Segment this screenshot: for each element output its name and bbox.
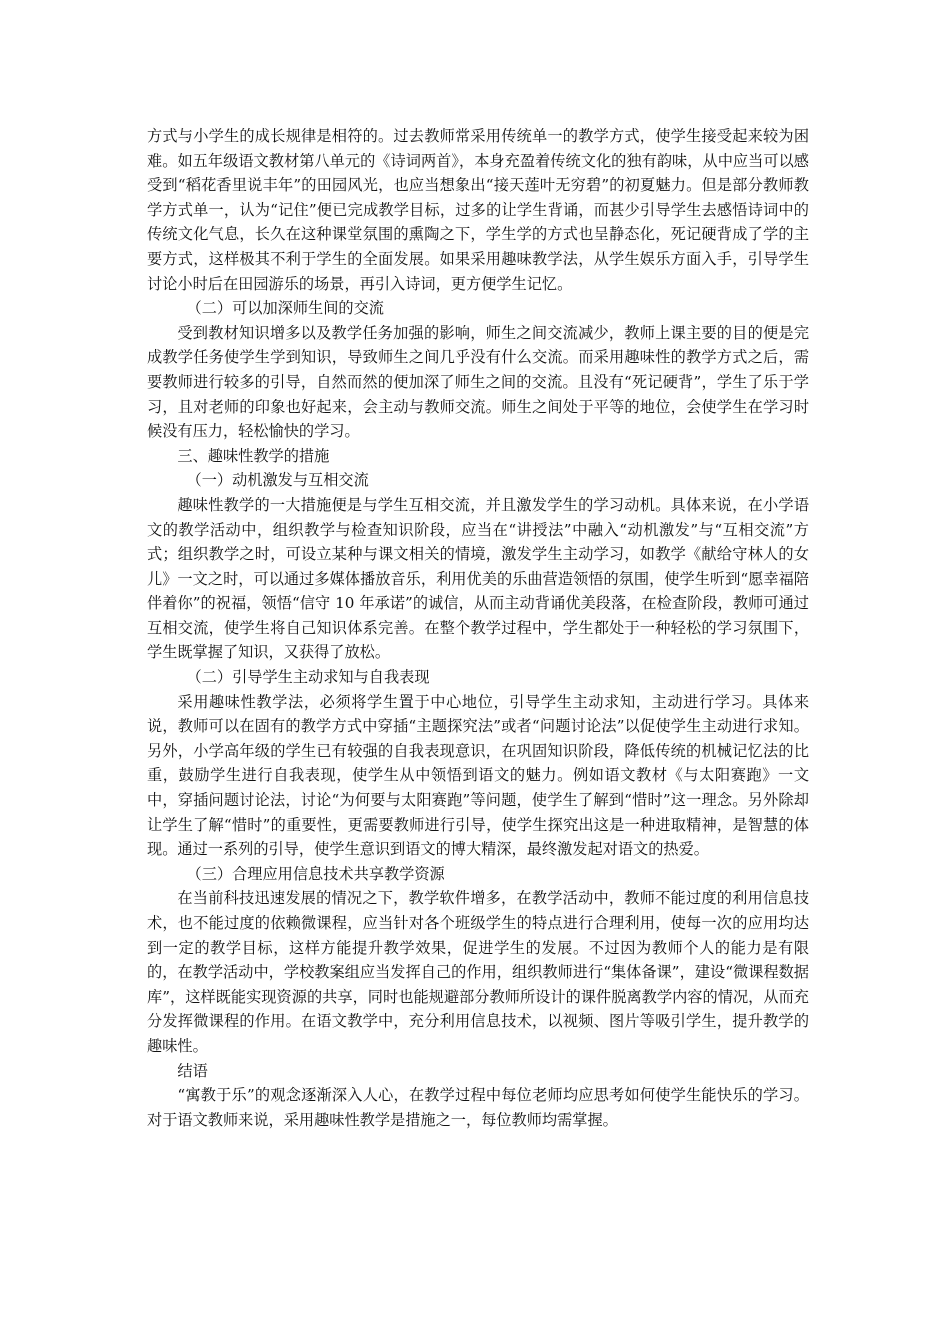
subheading-information-technology: （三）合理应用信息技术共享教学资源 (186, 864, 445, 883)
paragraph-motivation: 趣味性教学的一大措施便是与学生互相交流，并且激发学生的学习动机。具体来说，在小学语文的教学活动中，组织教学与检查知识阶段，应当在“讲授法”中融入“动机激发”与“互相交流”方式；组织教学之时，可设立某种与课文相关的情境，激发学生主动学习，如教学《献给守林人的女儿》一文之时，可以通过多媒体播放音乐，利用优美的乐曲营造领悟的氛围，使学生听到“愿幸福陪伴着你”的祝福，领悟“信守 10 年承诺”的诚信，从而主动背诵优美段落，在检查阶段，教师可通过互相交流，使学生将自己知识体系完善。在整个教学过程中，学生都处于一种轻松的学习氛围下，学生既掌握了知识，又获得了放松。 (147, 495, 809, 662)
paragraph-exchange: 受到教材知识增多以及教学任务加强的影响，师生之间交流减少，教师上课主要的目的便是完成教学任务使学生学到知识，导致师生之间几乎没有什么交流。而采用趣味性的教学方式之后，需要教师进行较多的引导，自然而然的便加深了师生之间的交流。且没有“死记硬背”，学生了乐于学习，且对老师的印象也好起来，会主动与教师交流。师生之间处于平等的地位，会使学生在学习时候没有压力，轻松愉快的学习。 (147, 323, 809, 441)
document-body (147, 124, 809, 1132)
paragraph-information-technology: 在当前科技迅速发展的情况之下，教学软件增多，在教学活动中，教师不能过度的利用信息技术，也不能过度的依赖微课程，应当针对各个班级学生的特点进行合理利用，使每一次的应用均达到一定的教学目标，这样方能提升教学效果，促进学生的发展。不过因为教师个人的能力是有限的，在教学活动中，学校教案组应当发挥自己的作用，组织教师进行“集体备课”，建设“微课程数据库”，这样既能实现资源的共享，同时也能规避部分教师所设计的课件脱离教学内容的情况，从而充分发挥微课程的作用。在语文教学中，充分利用信息技术，以视频、图片等吸引学生，提升教学的趣味性。 (147, 889, 809, 1055)
paragraph-self-expression: 采用趣味性教学法，必须将学生置于中心地位，引导学生主动求知，主动进行学习。具体来说，教师可以在固有的教学方式中穿插“主题探究法”或者“问题讨论法”以促使学生主动进行求知。另外，小学高年级的学生已有较强的自我表现意识，在巩固知识阶段，降低传统的机械记忆法的比重，鼓励学生进行自我表现，使学生从中领悟到语文的魅力。例如语文教材《与太阳赛跑》一文中，穿插问题讨论法，讨论“为何要与太阳赛跑”等问题，使学生了解到“惜时”这一理念。另外除却让学生了解“惜时”的重要性，更需要教师进行引导，使学生探究出这是一种进取精神，是智慧的体现。通过一系列的引导，使学生意识到语文的博大精深，最终激发起对语文的热爱。 (147, 692, 809, 859)
section-heading-conclusion: 结语 (177, 1061, 208, 1080)
paragraph-conclusion: “寓教于乐”的观念逐渐深入人心，在教学过程中每位老师均应思考如何使学生能快乐的学习。对于语文教师来说，采用趣味性教学是措施之一，每位教师均需掌握。 (147, 1086, 809, 1129)
section-heading-measures: 三、趣味性教学的措施 (177, 446, 330, 465)
paragraph-continuation: 方式与小学生的成长规律是相符的。过去教师常采用传统单一的教学方式，使学生接受起来较为困难。如五年级语文教材第八单元的《诗词两首》，本身充盈着传统文化的独有韵味，从中应当可以感受到“稻花香里说丰年”的田园风光，也应当想象出“接天莲叶无穷碧”的初夏魅力。但是部分教师教学方式单一，认为“记住”便已完成教学目标，过多的让学生背诵，而甚少引导学生去感悟诗词中的传统文化气息，长久在这种课堂氛围的熏陶之下，学生学的方式也呈静态化，死记硬背成了学的主要方式，这样极其不利于学生的全面发展。如果采用趣味教学法，从学生娱乐方面入手，引导学生讨论小时后在田园游乐的场景，再引入诗词，更方便学生记忆。 (147, 127, 809, 293)
subheading-motivation: （一）动机激发与互相交流 (186, 471, 369, 490)
subheading-self-expression: （二）引导学生主动求知与自我表现 (186, 668, 430, 687)
subheading-teacher-student-exchange: （二）可以加深师生间的交流 (186, 299, 384, 318)
